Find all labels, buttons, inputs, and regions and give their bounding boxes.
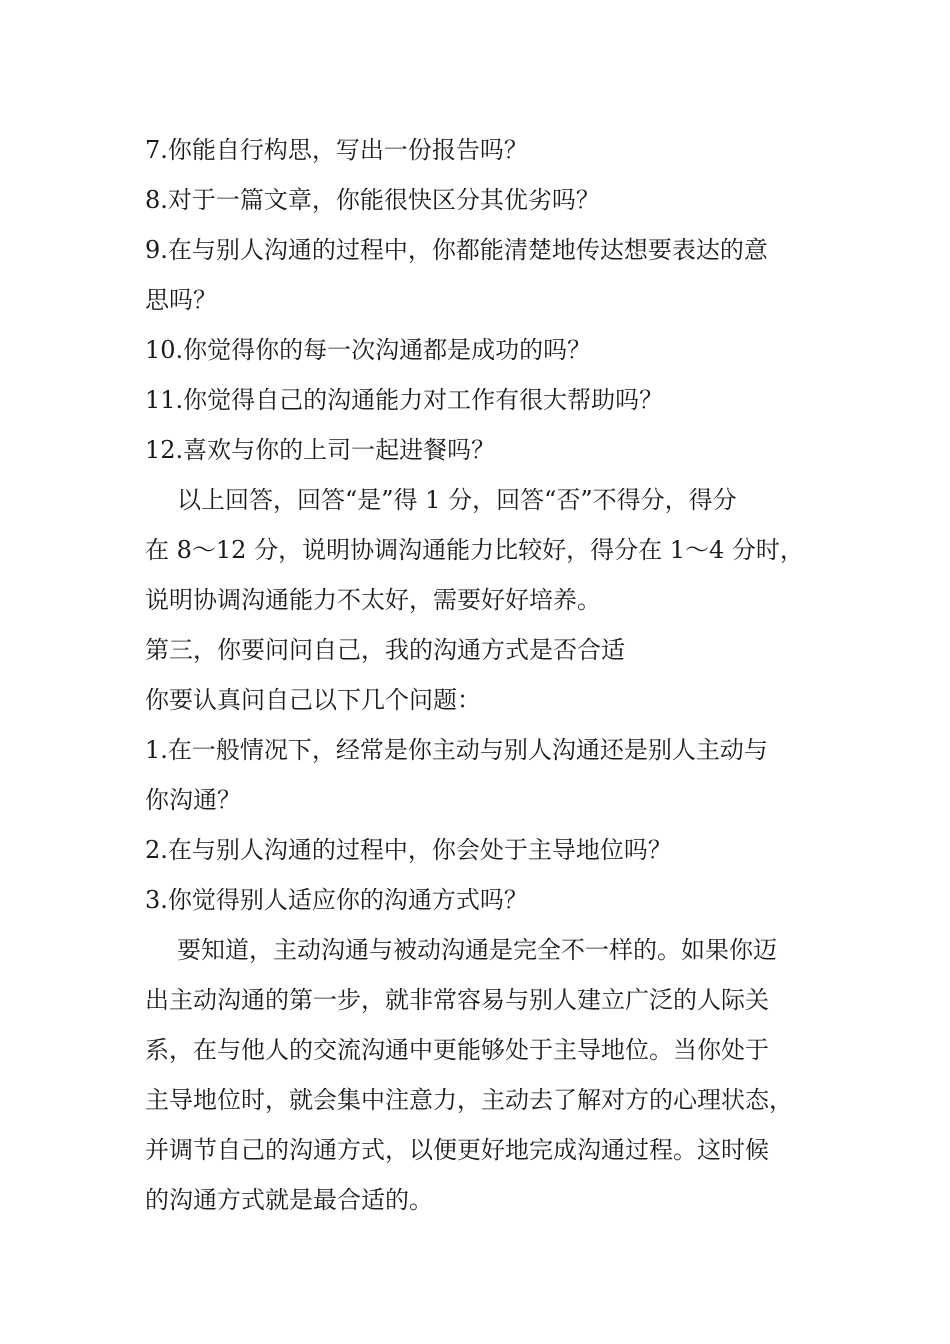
- question-1-line-1: 1.在一般情况下，经常是你主动与别人沟通还是别人主动与: [145, 736, 768, 764]
- question-2: 2.在与别人沟通的过程中，你会处于主导地位吗？: [145, 836, 672, 864]
- question-3: 3.你觉得别人适应你的沟通方式吗？: [145, 886, 528, 914]
- section-heading-third: 第三，你要问问自己，我的沟通方式是否合适: [145, 636, 625, 664]
- scoring-paragraph-line-3: 说明协调沟通能力不太好，需要好好培养。: [145, 586, 601, 614]
- conclusion-paragraph-line-3: 系，在与他人的交流沟通中更能够处于主导地位。当你处于: [145, 1036, 769, 1064]
- question-8: 8.对于一篇文章，你能很快区分其优劣吗？: [145, 186, 600, 214]
- question-1-line-2: 你沟通？: [145, 786, 241, 814]
- conclusion-paragraph-line-6: 的沟通方式就是最合适的。: [145, 1186, 433, 1214]
- conclusion-paragraph-line-2: 出主动沟通的第一步，就非常容易与别人建立广泛的人际关: [145, 986, 769, 1014]
- question-9-line-2: 思吗？: [145, 286, 217, 314]
- scoring-paragraph-line-1: 以上回答，回答“是”得 1 分，回答“否”不得分，得分: [177, 486, 737, 514]
- question-10: 10.你觉得你的每一次沟通都是成功的吗？: [145, 336, 592, 364]
- conclusion-paragraph-line-1: 要知道，主动沟通与被动沟通是完全不一样的。如果你迈: [177, 936, 777, 964]
- document-page: [145, 125, 810, 1225]
- question-7: 7.你能自行构思，写出一份报告吗？: [145, 136, 528, 164]
- scoring-paragraph-line-2: 在 8～12 分，说明协调沟通能力比较好，得分在 1～4 分时，: [145, 536, 804, 564]
- question-11: 11.你觉得自己的沟通能力对工作有很大帮助吗？: [145, 386, 664, 414]
- conclusion-paragraph-line-5: 并调节自己的沟通方式，以便更好地完成沟通过程。这时候: [145, 1136, 769, 1164]
- question-12: 12.喜欢与你的上司一起进餐吗？: [145, 436, 496, 464]
- conclusion-paragraph-line-4: 主导地位时，就会集中注意力，主动去了解对方的心理状态，: [145, 1086, 793, 1114]
- question-9-line-1: 9.在与别人沟通的过程中，你都能清楚地传达想要表达的意: [145, 236, 768, 264]
- section-intro: 你要认真问自己以下几个问题：: [145, 686, 481, 714]
